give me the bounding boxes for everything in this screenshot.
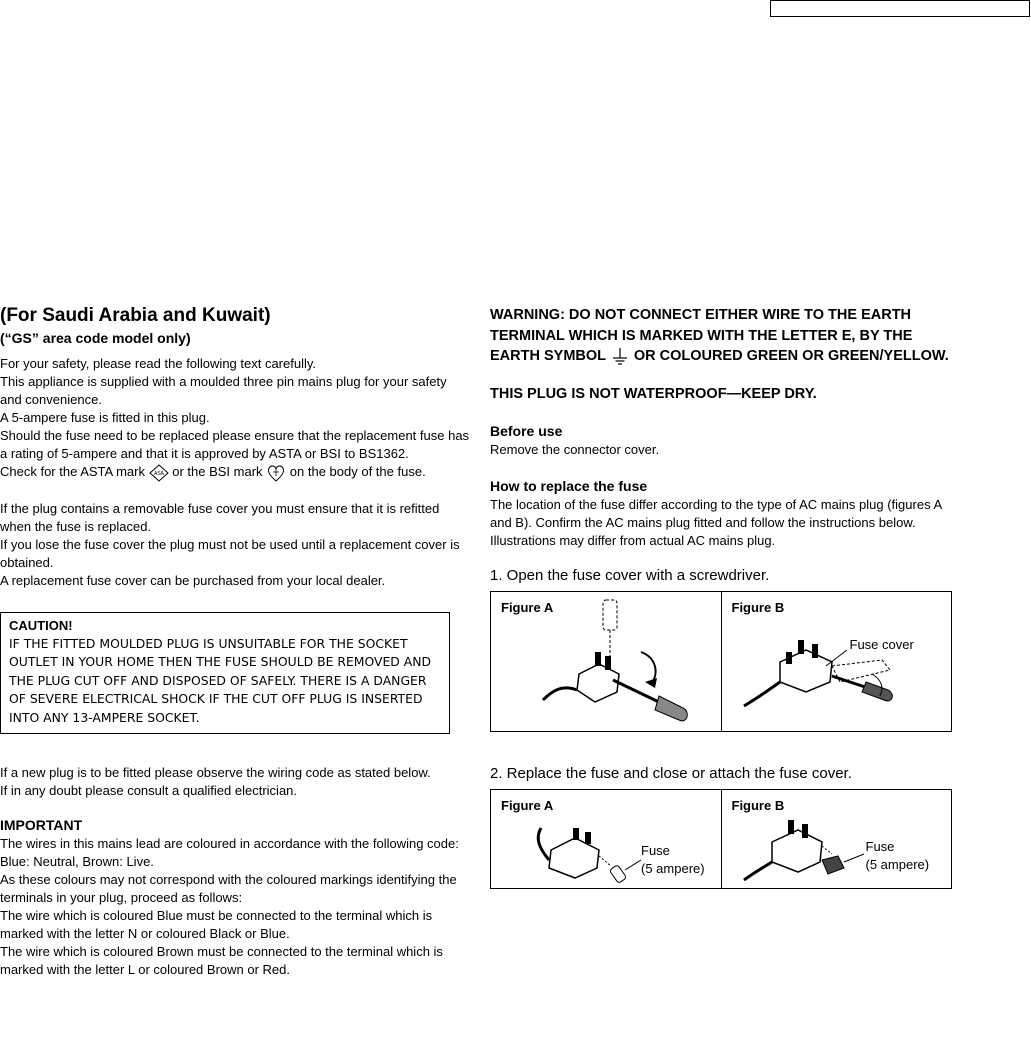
intro-line: This appliance is supplied with a moulded three pin mains plug for your safety and convenience. [0,374,447,407]
caution-box [0,612,450,735]
step-2: 2. Replace the fuse and close or attach the fuse cover. [490,765,852,782]
important-line: The wire which is coloured Blue must be connected to the terminal which is marked with the letter N or coloured Black or Blue. [0,908,433,942]
check-text-1: Check for the ASTA mark [0,464,145,479]
figure-b-cell-2 [721,790,952,888]
fuse-rating-a: (5 ampere) [641,861,705,876]
svg-text:ASA: ASA [153,470,164,477]
figure-b-label: Figure B [731,600,785,615]
important-title: IMPORTANT [0,817,83,834]
bsi-mark-icon [266,464,286,482]
cover-paragraph: If the plug contains a removable fuse cover you must ensure that it is refitted when the fuse is replaced. [0,500,440,534]
howto-text [490,496,960,550]
open-cover-a-illustration [491,592,721,732]
caution-text: IF THE FITTED MOULDED PLUG IS UNSUITABLE FOR THE SOCKET OUTLET IN YOUR HOME THEN THE FUSE SHOULD BE REMOVED AND THE PLUG CUT OFF AND DISPOSED OF SAFELY. THERE IS A DANGER OF SEVERE ELECTRICAL SHOCK IF THE CUT OFF PLUG IS INSERTED INTO ANY 13-AMPERE SOCKET. [9,635,432,725]
fuse-cover-label: Fuse cover [849,637,914,652]
howto-line: The location of the fuse differ according to the type of AC mains plug (figures A and B). Confirm the AC mains plug fitted and follow the instructions below. [490,497,942,530]
step-1: 1. Open the fuse cover with a screwdriver. [490,567,770,584]
newplug-text [0,764,470,800]
right-column [490,305,960,889]
check-text-2: or the BSI mark [172,464,263,479]
cover-paragraph: If you lose the fuse cover the plug must not be used until a replacement cover is obtained. [0,536,460,570]
figure-a-label: Figure A [501,600,554,615]
waterproof-warning: THIS PLUG IS NOT WATERPROOF—KEEP DRY. [490,385,817,402]
header-box [770,0,1030,17]
section-title: (For Saudi Arabia and Kuwait) [0,305,271,326]
howto-line: Illustrations may differ from actual AC mains plug. [490,533,776,548]
before-use-title: Before use [490,423,563,439]
intro-line: A 5-ampere fuse is fitted in this plug. [0,410,210,425]
fuse-rating-b: (5 ampere) [865,857,930,872]
replace-fuse-b-illustration [722,790,952,890]
important-line: Blue: Neutral, Brown: Live. [0,854,154,870]
important-line: As these colours may not correspond with the coloured markings identifying the terminals in your plug, proceed as follows: [0,872,457,906]
warning-part-1: WARNING: DO NOT CONNECT EITHER WIRE TO THE EARTH TERMINAL WHICH IS MARKED WITH THE LETTER E, BY THE EARTH SYMBOL [490,307,913,364]
section-subtitle: (“GS” area code model only) [0,330,191,346]
newplug-line: If a new plug is to be fitted please observe the wiring code as stated below. [0,765,431,781]
important-line: The wire which is coloured Brown must be connected to the terminal which is marked with the letter L or coloured Brown or Red. [0,944,443,978]
left-column [0,305,470,979]
newplug-line: If in any doubt please consult a qualified electrician. [0,783,298,799]
figure-table-step2 [490,789,952,889]
caution-title: CAUTION! [9,617,73,633]
figure-table-step1 [490,591,952,732]
figure-b-label-2: Figure B [731,798,785,813]
important-line: The wires in this mains lead are coloured in accordance with the following code: [0,836,459,852]
figure-a-label-2: Figure A [501,798,554,813]
figure-b-cell [721,592,952,731]
intro-line: For your safety, please read the following text carefully. [0,356,317,371]
intro-text [0,355,470,590]
figure-a-cell-2 [491,790,721,888]
check-text-3: on the body of the fuse. [289,464,426,479]
howto-title: How to replace the fuse [490,478,648,494]
fuse-label-b: Fuse [865,839,895,854]
warning-part-2: OR COLOURED GREEN OR GREEN/YELLOW. [633,348,949,364]
open-cover-b-illustration [722,592,952,732]
figure-a-cell [491,592,721,731]
important-text [0,835,470,979]
cover-paragraph: A replacement fuse cover can be purchased from your local dealer. [0,572,386,588]
intro-line: Should the fuse need to be replaced please ensure that the replacement fuse has a rating of 5-ampere and that it is approved by ASTA or BSI to BS1362. [0,428,470,461]
warning-text [490,305,960,367]
earth-symbol-icon [610,347,630,365]
before-use-text: Remove the connector cover. [490,442,660,457]
replace-fuse-a-illustration [491,790,721,890]
fuse-label-a: Fuse [641,843,670,858]
check-marks-line [0,463,470,482]
asta-mark-icon [149,464,169,482]
